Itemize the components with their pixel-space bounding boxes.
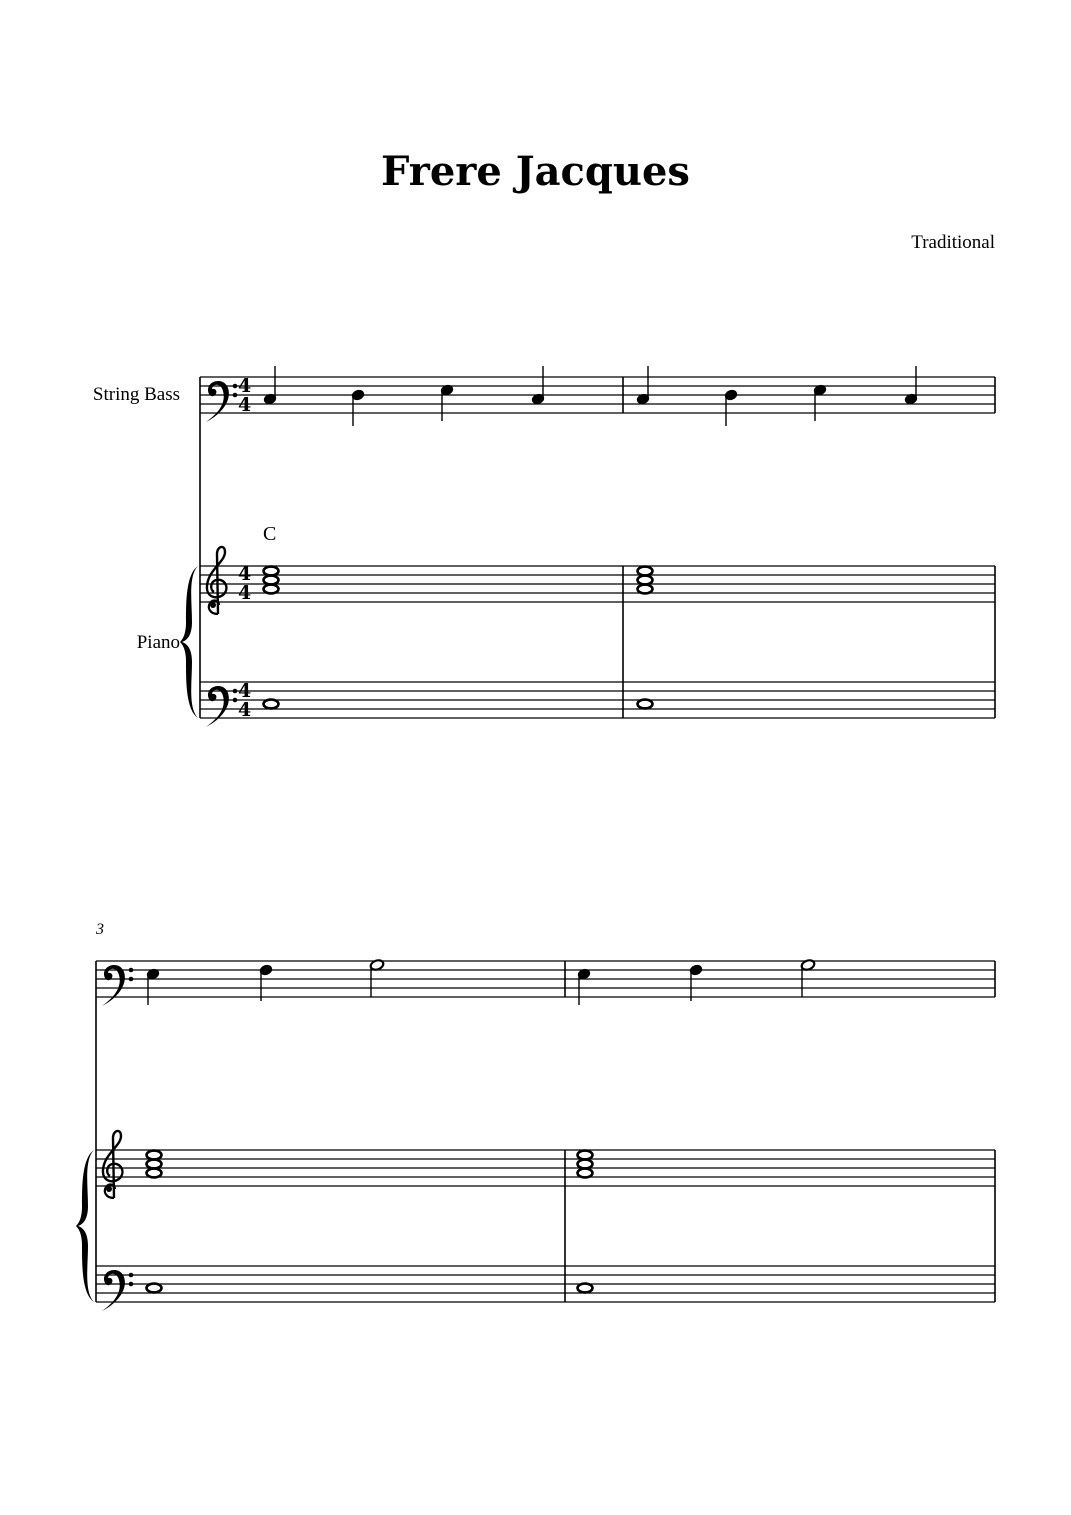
- bass-clef-icon: [206, 686, 237, 727]
- piano-bass-staff: [200, 682, 995, 718]
- piano-chords-system-1: [264, 567, 653, 709]
- instrument-label-string-bass: String Bass: [92, 384, 180, 405]
- score-title: Frere Jacques: [381, 148, 690, 195]
- time-signature: [238, 563, 251, 604]
- bass-notes-system-1: [263, 366, 917, 426]
- composer-credit: Traditional: [911, 232, 995, 253]
- time-signature: [238, 680, 251, 721]
- treble-clef-icon: [207, 547, 226, 614]
- system-1: [200, 377, 995, 718]
- piano-brace: [180, 566, 198, 718]
- string-bass-staff: [200, 377, 995, 413]
- bass-notes-system-2: [146, 959, 815, 1005]
- measure-number: 3: [96, 921, 104, 938]
- chord-symbol: C: [263, 523, 277, 545]
- time-signature: [238, 375, 251, 416]
- bass-clef-icon: [102, 965, 133, 1006]
- instrument-label-piano: Piano: [136, 632, 180, 653]
- piano-chords-system-2: [147, 1151, 593, 1293]
- string-bass-staff: [96, 961, 995, 997]
- piano-treble-staff: [200, 566, 995, 602]
- piano-bass-staff: [96, 1266, 995, 1302]
- bass-clef-icon: [102, 1270, 133, 1311]
- bass-clef-icon: [206, 381, 237, 422]
- piano-brace: [76, 1150, 94, 1302]
- system-2: [96, 961, 995, 1302]
- piano-treble-staff: [96, 1150, 995, 1186]
- treble-clef-icon: [103, 1131, 122, 1198]
- music-notation: 4 4: [0, 0, 1071, 1515]
